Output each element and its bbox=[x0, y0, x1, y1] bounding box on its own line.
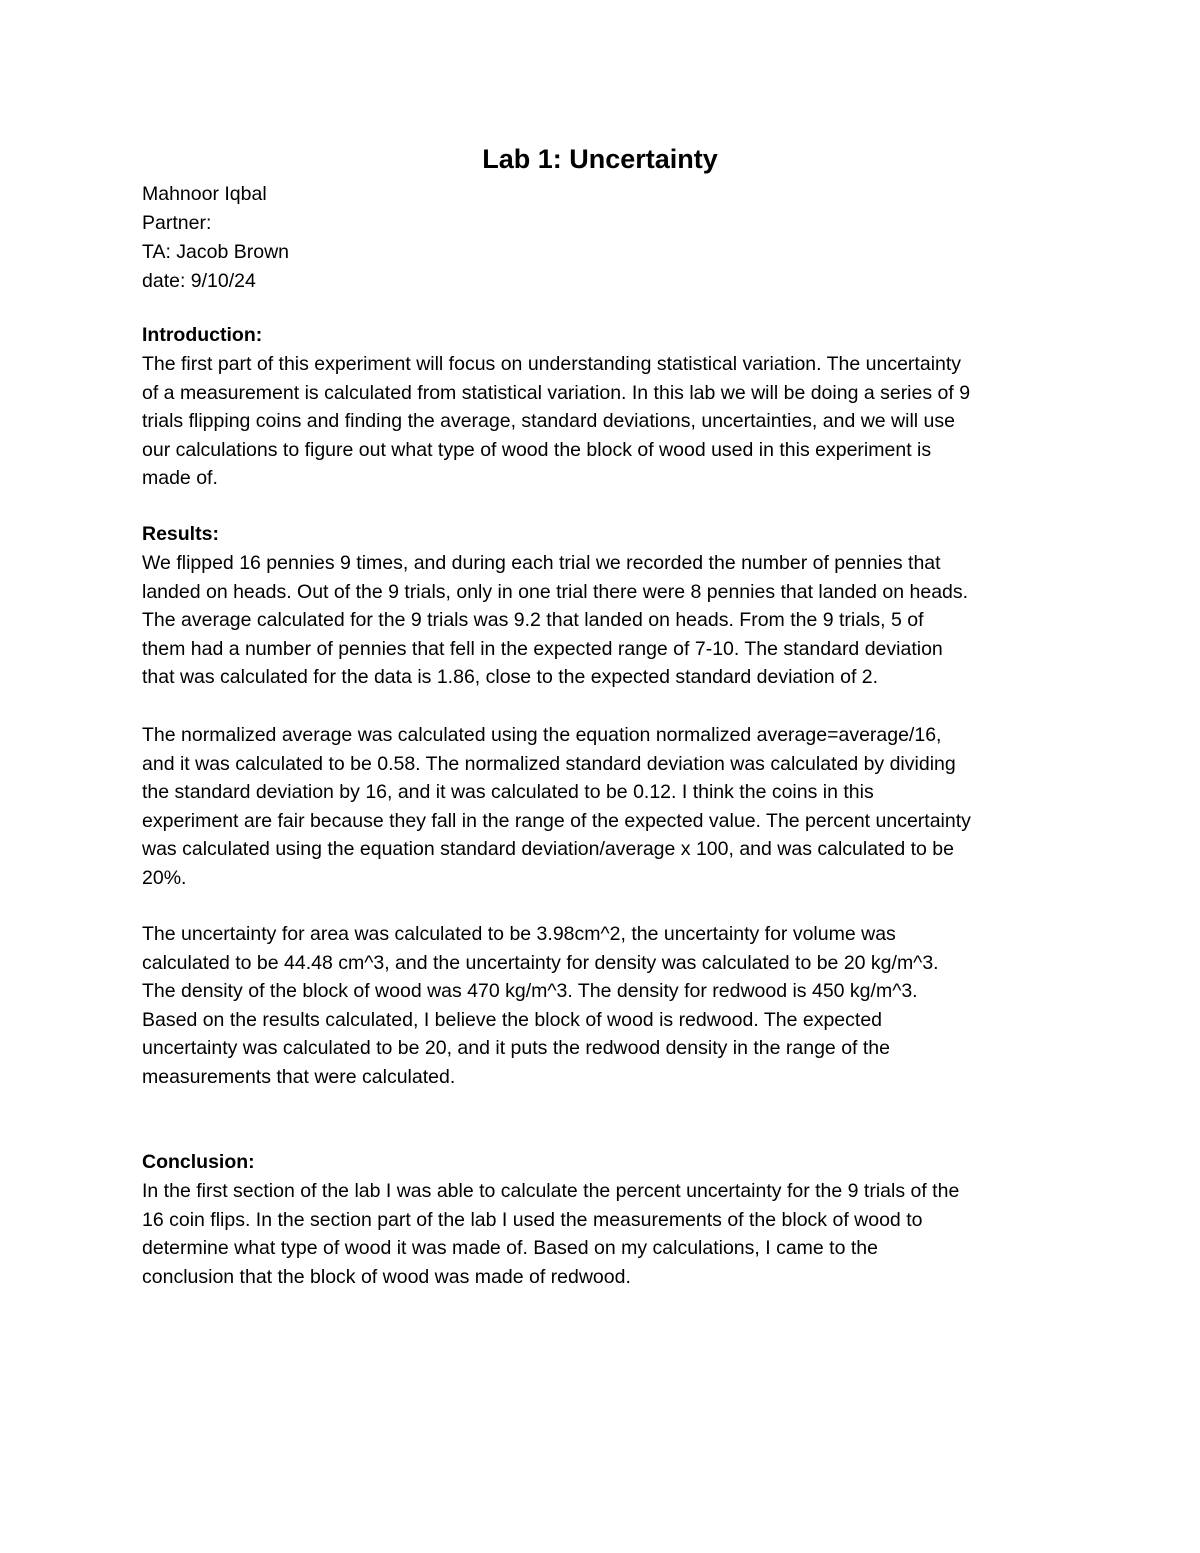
results-paragraph-2 bbox=[142, 721, 1072, 893]
paragraph-line: trials flipping coins and finding the average, standard deviations, uncertainties, and we will use bbox=[142, 410, 955, 433]
paragraph-line: made of. bbox=[142, 467, 218, 490]
paragraph-line: landed on heads. Out of the 9 trials, only in one trial there were 8 pennies that landed on heads. bbox=[142, 580, 969, 603]
paragraph-line: was calculated using the equation standard deviation/average x 100, and was calculated to be bbox=[142, 838, 954, 861]
paragraph-line: calculated to be 44.48 cm^3, and the uncertainty for density was calculated to be 20 kg/m^3. bbox=[142, 951, 939, 974]
paragraph-line: Based on the results calculated, I believe the block of wood is redwood. The expected bbox=[142, 1008, 883, 1031]
paragraph-line: that was calculated for the data is 1.86, close to the expected standard deviation of 2. bbox=[142, 666, 879, 689]
paragraph-line: The normalized average was calculated using the equation normalized average=average/16, bbox=[142, 724, 942, 746]
paragraph-line: and it was calculated to be 0.58. The normalized standard deviation was calculated by dividing bbox=[142, 752, 956, 775]
paragraph-line: them had a number of pennies that fell in the expected range of 7-10. The standard deviation bbox=[142, 637, 943, 660]
paragraph-line: We flipped 16 pennies 9 times, and during each trial we recorded the number of pennies that bbox=[142, 552, 941, 574]
paragraph-line: our calculations to figure out what type of wood the block of wood used in this experiment is bbox=[142, 438, 932, 461]
document-title: Lab 1: Uncertainty bbox=[482, 144, 718, 174]
conclusion-paragraph bbox=[142, 1177, 1072, 1291]
paragraph-line: experiment are fair because they fall in the range of the expected value. The percent uncertainty bbox=[142, 809, 971, 832]
paragraph-line: 16 coin flips. In the section part of the lab I used the measurements of the block of wood to bbox=[142, 1208, 923, 1231]
paragraph-line: 20%. bbox=[142, 866, 187, 889]
paragraph-line: In the first section of the lab I was able to calculate the percent uncertainty for the 9 trials of the bbox=[142, 1180, 960, 1202]
paragraph-line: determine what type of wood it was made of. Based on my calculations, I came to the bbox=[142, 1237, 878, 1260]
paragraph-line: the standard deviation by 16, and it was calculated to be 0.12. I think the coins in this bbox=[142, 781, 874, 804]
introduction-heading: Introduction: bbox=[142, 324, 263, 346]
author-name: Mahnoor Iqbal bbox=[142, 183, 267, 205]
paragraph-line: uncertainty was calculated to be 20, and it puts the redwood density in the range of the bbox=[142, 1037, 890, 1060]
date-line: date: 9/10/24 bbox=[142, 270, 256, 292]
results-paragraph-3 bbox=[142, 920, 1072, 1092]
introduction-paragraph bbox=[142, 350, 1072, 493]
partner-line: Partner: bbox=[142, 212, 212, 234]
ta-line: TA: Jacob Brown bbox=[142, 241, 290, 263]
paragraph-line: The first part of this experiment will focus on understanding statistical variation. The uncertainty bbox=[142, 353, 962, 375]
paragraph-line: of a measurement is calculated from statistical variation. In this lab we will be doing a series of 9 bbox=[142, 381, 971, 404]
paragraph-line: The average calculated for the 9 trials was 9.2 that landed on heads. From the 9 trials, 5 of bbox=[142, 609, 924, 632]
paragraph-line: measurements that were calculated. bbox=[142, 1065, 456, 1088]
paragraph-line: The uncertainty for area was calculated to be 3.98cm^2, the uncertainty for volume was bbox=[142, 923, 896, 945]
conclusion-heading: Conclusion: bbox=[142, 1151, 255, 1173]
results-paragraph-1 bbox=[142, 549, 1072, 692]
document-meta bbox=[142, 180, 289, 296]
paragraph-line: The density of the block of wood was 470 kg/m^3. The density for redwood is 450 kg/m^3. bbox=[142, 980, 918, 1003]
results-heading: Results: bbox=[142, 523, 219, 545]
paragraph-line: conclusion that the block of wood was made of redwood. bbox=[142, 1265, 631, 1288]
